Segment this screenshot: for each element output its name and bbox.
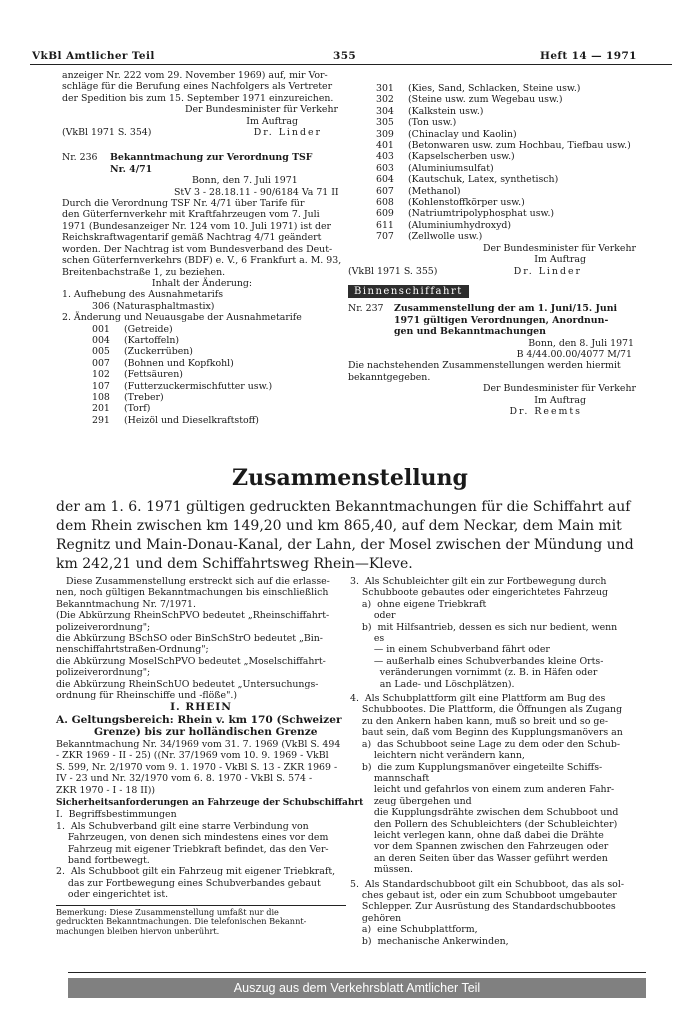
list-item <box>376 231 638 242</box>
para-line: a) eine Schubplattform, <box>350 924 478 936</box>
list-item <box>376 117 638 128</box>
tariff-description: (Treber) <box>124 391 164 403</box>
para-line: Schlepper. Zur Ausrüstung des Standardschubbootes <box>350 901 616 913</box>
list-item <box>92 346 342 357</box>
para-line: leichtern nicht verändern kann, <box>350 750 525 762</box>
list-item <box>376 94 638 105</box>
note-line: machungen bleiben hiervon unberührt. <box>56 925 220 936</box>
tariff-description: (Kalkstein usw.) <box>408 105 484 117</box>
body-line: schen Güterfernverkehrs (BDF) e. V., 6 Frankfurt a. M. 93, <box>62 255 342 267</box>
lead-line: der am 1. 6. 1971 gültigen gedruckten Bekanntmachungen für die Schiffahrt auf <box>56 499 631 515</box>
list-item <box>376 186 638 197</box>
tariff-description: (Kohlenstoffkörper usw.) <box>408 197 525 209</box>
para-line: es <box>350 633 385 645</box>
body-line: Durch die Verordnung TSF Nr. 4/71 über Tarife für <box>62 198 305 210</box>
list-item <box>92 392 342 403</box>
paragraph-4 <box>350 693 650 876</box>
para-line: b) mit Hilfsantrieb, dessen es sich nur bedient, wenn <box>350 621 618 633</box>
tariff-number: 309 <box>376 128 394 140</box>
intro-line: die Abkürzung MoselSchPVO bedeutet „Moselschiffahrt- <box>56 655 326 667</box>
page-number: 355 <box>333 50 357 62</box>
list-item <box>92 335 342 346</box>
note-divider <box>56 905 346 906</box>
signature-authority: Der Bundesminister für Verkehr <box>482 383 636 395</box>
para-line: b) mechanische Ankerwinden, <box>350 935 509 947</box>
para-line: Schubboote gebautes oder eingerichtetes Fahrzeug <box>350 587 609 599</box>
tariff-description: (Ton usw.) <box>408 117 457 129</box>
tariff-description: (Aluminiumsulfat) <box>408 162 494 174</box>
body-line: Die nachstehenden Zusammenstellungen werden hiermit <box>348 360 621 372</box>
intro-line: anzeiger Nr. 222 vom 29. November 1969) auf, mir Vor- <box>62 70 328 81</box>
signature-name: Dr. Reemts <box>509 405 582 417</box>
intro-line: ordnung für Rheinschiffe und -flöße".) <box>56 690 238 702</box>
list-item <box>92 415 342 426</box>
tariff-number: 401 <box>376 140 394 152</box>
tariff-description: (Getreide) <box>124 323 173 335</box>
tariff-description: (Methanol) <box>408 185 461 197</box>
para-line: — in einem Schubverband fährt oder <box>350 644 550 656</box>
tariff-number: 107 <box>92 380 110 392</box>
notice-date: Bonn, den 8. Juli 1971 <box>528 337 634 349</box>
para-line: a) das Schubboot seine Lage zu dem oder den Schub- <box>350 738 621 750</box>
body-line: worden. Der Nachtrag ist vom Bundesverband des Deut- <box>62 243 333 255</box>
reference-line: - ZKR 1969 - II - 25) ((Nr. 37/1969 vom 10. 9. 1969 - VkBl <box>56 750 329 762</box>
tariff-number: 201 <box>92 403 110 415</box>
intro-line: polizeiverordnung"; <box>56 667 151 679</box>
section-banner: Binnenschiffahrt <box>348 285 469 298</box>
notice-title-cont: 1971 gültigen Verordnungen, Anordnun- <box>394 314 609 326</box>
para-line: 3. Als Schubleichter gilt ein zur Fortbewegung durch <box>350 576 607 587</box>
running-header-left: VkBl Amtlicher Teil <box>32 50 155 62</box>
reference-line: S. 599, Nr. 2/1970 vom 9. 1. 1970 - VkBl S. 13 - ZKR 1969 - <box>56 761 338 773</box>
para-line: 4. Als Schubplattform gilt eine Plattform am Bug des <box>350 693 606 705</box>
para-line: ches gebaut ist, oder ein zum Schubboot umgebauter <box>350 889 617 901</box>
signature-auftrag: Im Auftrag <box>246 115 298 127</box>
notice-reference: StV 3 - 28.18.11 - 90/6184 Va 71 II <box>174 186 339 198</box>
intro-line: Diese Zusammenstellung erstreckt sich auf die erlasse- <box>66 576 330 587</box>
tariff-description: (Betonwaren usw. zum Hochbau, Tiefbau usw.) <box>408 140 631 152</box>
right-column-upper <box>348 83 638 417</box>
citation-ref: (VkBl 1971 S. 354) <box>62 127 152 139</box>
tariff-description: (Kies, Sand, Schlacken, Steine usw.) <box>408 83 581 94</box>
tariff-description: (Aluminiumhydroxyd) <box>408 219 512 231</box>
lead-line: dem Rhein zwischen km 149,20 und km 865,40, auf dem Neckar, dem Main mit <box>56 518 622 534</box>
list-item <box>376 163 638 174</box>
reference-line: IV - 23 und Nr. 32/1970 vom 6. 8. 1970 - VkBl S. 574 - <box>56 773 313 785</box>
signature-auftrag: Im Auftrag <box>534 394 586 406</box>
list-item <box>92 358 342 369</box>
para-line: Fahrzeugen, von denen sich mindestens eines vor dem <box>56 832 329 844</box>
tariff-list <box>348 83 638 243</box>
body-line: Breitenbachstraße 1, zu beziehen. <box>62 266 226 278</box>
note-line: Bemerkung: Diese Zusammenstellung umfaßt nur die <box>56 906 279 917</box>
left-column-lower <box>56 576 364 936</box>
tariff-description: (Torf) <box>124 403 151 415</box>
intro-line: nen, noch gültigen Bekanntmachungen bis einschließlich <box>56 587 329 599</box>
tariff-number: 707 <box>376 231 394 243</box>
notice-title-cont: gen und Bekanntmachungen <box>394 326 546 338</box>
list-item <box>376 140 638 151</box>
tariff-number: 608 <box>376 197 394 209</box>
body-line: Reichskraftwagentarif gemäß Nachtrag 4/71 geändert <box>62 232 322 244</box>
para-line: oder <box>350 610 396 622</box>
notice-number: Nr. 236 <box>62 152 98 164</box>
notice-number: Nr. 237 <box>348 303 384 315</box>
tariff-number: 291 <box>92 414 110 426</box>
para-line: Fahrzeug mit eigener Triebkraft befindet, das den Ver- <box>56 843 329 855</box>
header-rule <box>30 64 672 65</box>
list-item <box>376 83 638 94</box>
body-line: den Güterfernverkehr mit Kraftfahrzeugen vom 7. Juli <box>62 209 320 221</box>
tariff-number: 304 <box>376 105 394 117</box>
list-item <box>92 403 342 414</box>
intro-line: (Die Abkürzung RheinSchPVO bedeutet „Rheinschiffahrt- <box>56 610 330 622</box>
para-line: zu den Ankern haben kann, muß so breit und so ge- <box>350 715 609 727</box>
left-column-upper <box>62 70 342 426</box>
running-header-right: Heft 14 — 1971 <box>540 50 637 62</box>
list-item: 1. Aufhebung des Ausnahmetarifs <box>62 289 224 301</box>
right-column-lower <box>350 576 650 947</box>
list-item <box>376 174 638 185</box>
list-item <box>92 369 342 380</box>
list-item <box>376 129 638 140</box>
subsection-heading-cont: Grenze) bis zur holländischen Grenze <box>94 726 318 739</box>
intro-line: schläge für die Berufung eines Nachfolgers als Vertreter <box>62 81 333 93</box>
tariff-number: 403 <box>376 151 394 163</box>
lead-paragraph <box>56 498 656 574</box>
list-item <box>376 106 638 117</box>
notice-title: Bekanntmachung zur Verordnung TSF <box>110 152 313 164</box>
body-line: bekanntgegeben. <box>348 371 431 383</box>
list-item <box>92 381 342 392</box>
notice-reference: B 4/44.00.00/4077 M/71 <box>516 348 632 360</box>
section-heading: I. RHEIN <box>170 701 232 714</box>
signature-name: Dr. Linder <box>253 127 322 139</box>
tariff-description: (Natriumtripolyphosphat usw.) <box>408 208 555 220</box>
para-line: 2. Als Schubboot gilt ein Fahrzeug mit eigener Triebkraft, <box>56 866 336 878</box>
para-line: das zur Fortbewegung eines Schubverbandes gebaut <box>56 877 321 889</box>
para-line: an Lade- und Löschplätzen). <box>350 678 515 690</box>
paragraph-5 <box>350 879 650 947</box>
tariff-number: 001 <box>92 323 110 335</box>
notice-title: Zusammenstellung der am 1. Juni/15. Juni <box>394 303 618 315</box>
para-line: oder eingerichtet ist. <box>56 889 169 901</box>
reference-line: ZKR 1970 - I - 18 II)) <box>56 784 156 796</box>
para-line: baut sein, daß vom Beginn des Kupplungsmanövers an <box>350 727 623 739</box>
tariff-number: 604 <box>376 174 394 186</box>
tariff-number: 007 <box>92 357 110 369</box>
para-line: b) die zum Kupplungsmanöver eingeteilte Schiffs- <box>350 761 603 773</box>
tariff-description: (Kartoffeln) <box>124 334 180 346</box>
para-line: veränderungen vornimmt (z. B. in Häfen oder <box>350 667 598 679</box>
tariff-description: (Heizöl und Dieselkraftstoff) <box>124 414 259 426</box>
body-line: 1971 (Bundesanzeiger Nr. 124 vom 10. Juli 1971) ist der <box>62 220 331 232</box>
para-line: band fortbewegt. <box>56 855 150 867</box>
para-line: mannschaft <box>350 772 430 784</box>
intro-line: polizeiverordnung"; <box>56 621 151 633</box>
tariff-number: 005 <box>92 346 110 358</box>
para-line: gehören <box>350 912 402 924</box>
signature-authority: Der Bundesminister für Verkehr <box>184 104 338 116</box>
para-line: leicht und gefahrlos von einem zum anderen Fahr- <box>350 784 615 796</box>
tariff-description: (Futterzuckermischfutter usw.) <box>124 380 273 392</box>
tariff-number: 004 <box>92 334 110 346</box>
tariff-description: (Fettsäuren) <box>124 369 183 381</box>
notice-title-cont: Nr. 4/71 <box>110 163 153 175</box>
para-line: 5. Als Standardschubboot gilt ein Schubboot, das als sol- <box>350 878 624 890</box>
tariff-description: (Kapselscherben usw.) <box>408 151 515 163</box>
subheading: Sicherheitsanforderungen an Fahrzeuge der Schubschiffahrt <box>56 798 364 808</box>
tariff-number: 302 <box>376 94 394 106</box>
para-line: müssen. <box>350 864 413 876</box>
tariff-number: 305 <box>376 117 394 129</box>
tariff-description: (Zellwolle usw.) <box>408 231 483 243</box>
main-title: Zusammenstellung <box>232 465 468 491</box>
tariff-description: (Kautschuk, Latex, synthetisch) <box>408 174 559 186</box>
inhalt-heading: Inhalt der Änderung: <box>151 277 253 289</box>
list-item <box>376 208 638 219</box>
intro-line: die Abkürzung BSchSO oder BinSchStrO bedeutet „Bin- <box>56 633 323 645</box>
para-line: — außerhalb eines Schubverbandes kleine Orts- <box>350 655 604 667</box>
tariff-number: 609 <box>376 208 394 220</box>
intro-line: Bekanntmachung Nr. 7/1971. <box>56 598 196 610</box>
list-item <box>376 197 638 208</box>
para-line: 1. Als Schubverband gilt eine starre Verbindung von <box>56 820 309 832</box>
list-item: 2. Änderung und Neuausgabe der Ausnahmetarife <box>62 312 302 324</box>
para-line: Schubbootes. Die Plattform, die Öffnungen als Zugang <box>350 704 623 716</box>
tariff-number: 611 <box>376 219 394 231</box>
tariff-number: 301 <box>376 83 394 94</box>
footer-rule <box>68 972 646 973</box>
para-line: den Pollern des Schubleichters (der Schubleichter) <box>350 818 618 830</box>
tariff-number: 102 <box>92 369 110 381</box>
tariff-number: 603 <box>376 162 394 174</box>
subheading-numbered: I. Begriffsbestimmungen <box>56 809 177 821</box>
intro-line: der Spedition bis zum 15. September 1971 einzureichen. <box>62 92 334 104</box>
footer-banner: Auszug aus dem Verkehrsblatt Amtlicher Teil <box>68 978 646 998</box>
notice-date: Bonn, den 7. Juli 1971 <box>192 175 298 187</box>
paragraph-3 <box>350 576 650 690</box>
signature-authority: Der Bundesminister für Verkehr <box>482 242 636 254</box>
tariff-number: 108 <box>92 391 110 403</box>
signature-name: Dr. Linder <box>513 265 582 277</box>
intro-line: die Abkürzung RheinSchUO bedeutet „Untersuchungs- <box>56 678 319 690</box>
para-line: leicht verlegen kann, ohne daß dabei die Drähte <box>350 829 604 841</box>
tariff-description: (Chinaclay und Kaolin) <box>408 128 517 140</box>
para-line: a) ohne eigene Triebkraft <box>350 598 487 610</box>
para-line: vor dem Spannen zwischen den Fahrzeugen oder <box>350 841 609 853</box>
list-subitem: 306 (Naturasphaltmastix) <box>92 300 215 312</box>
list-item <box>376 220 638 231</box>
para-line: an deren Seiten über das Wasser geführt werden <box>350 852 608 864</box>
tariff-description: (Zuckerrüben) <box>124 346 193 358</box>
para-line: zeug übergehen und <box>350 795 472 807</box>
tariff-list <box>62 324 342 427</box>
note-line: gedruckten Bekanntmachungen. Die telefonischen Bekannt- <box>56 916 307 927</box>
para-line: die Kupplungsdrähte zwischen dem Schubboot und <box>350 807 619 819</box>
lead-line: km 242,21 und dem Schiffahrtsweg Rhein—Kleve. <box>56 556 413 572</box>
lead-line: Regnitz und Main-Donau-Kanal, der Lahn, der Mosel zwischen der Mündung und <box>56 537 634 553</box>
tariff-description: (Steine usw. zum Wegebau usw.) <box>408 94 563 106</box>
tariff-number: 607 <box>376 185 394 197</box>
signature-auftrag: Im Auftrag <box>534 254 586 266</box>
list-item <box>92 324 342 335</box>
subsection-heading: A. Geltungsbereich: Rhein v. km 170 (Schweizer <box>56 713 342 726</box>
reference-line: Bekanntmachung Nr. 34/1969 vom 31. 7. 1969 (VkBl S. 494 <box>56 738 341 750</box>
citation-ref: (VkBl 1971 S. 355) <box>348 265 438 277</box>
list-item <box>376 151 638 162</box>
intro-line: nenschiffahrtstraßen-Ordnung"; <box>56 644 209 656</box>
tariff-description: (Bohnen und Kopfkohl) <box>124 357 234 369</box>
